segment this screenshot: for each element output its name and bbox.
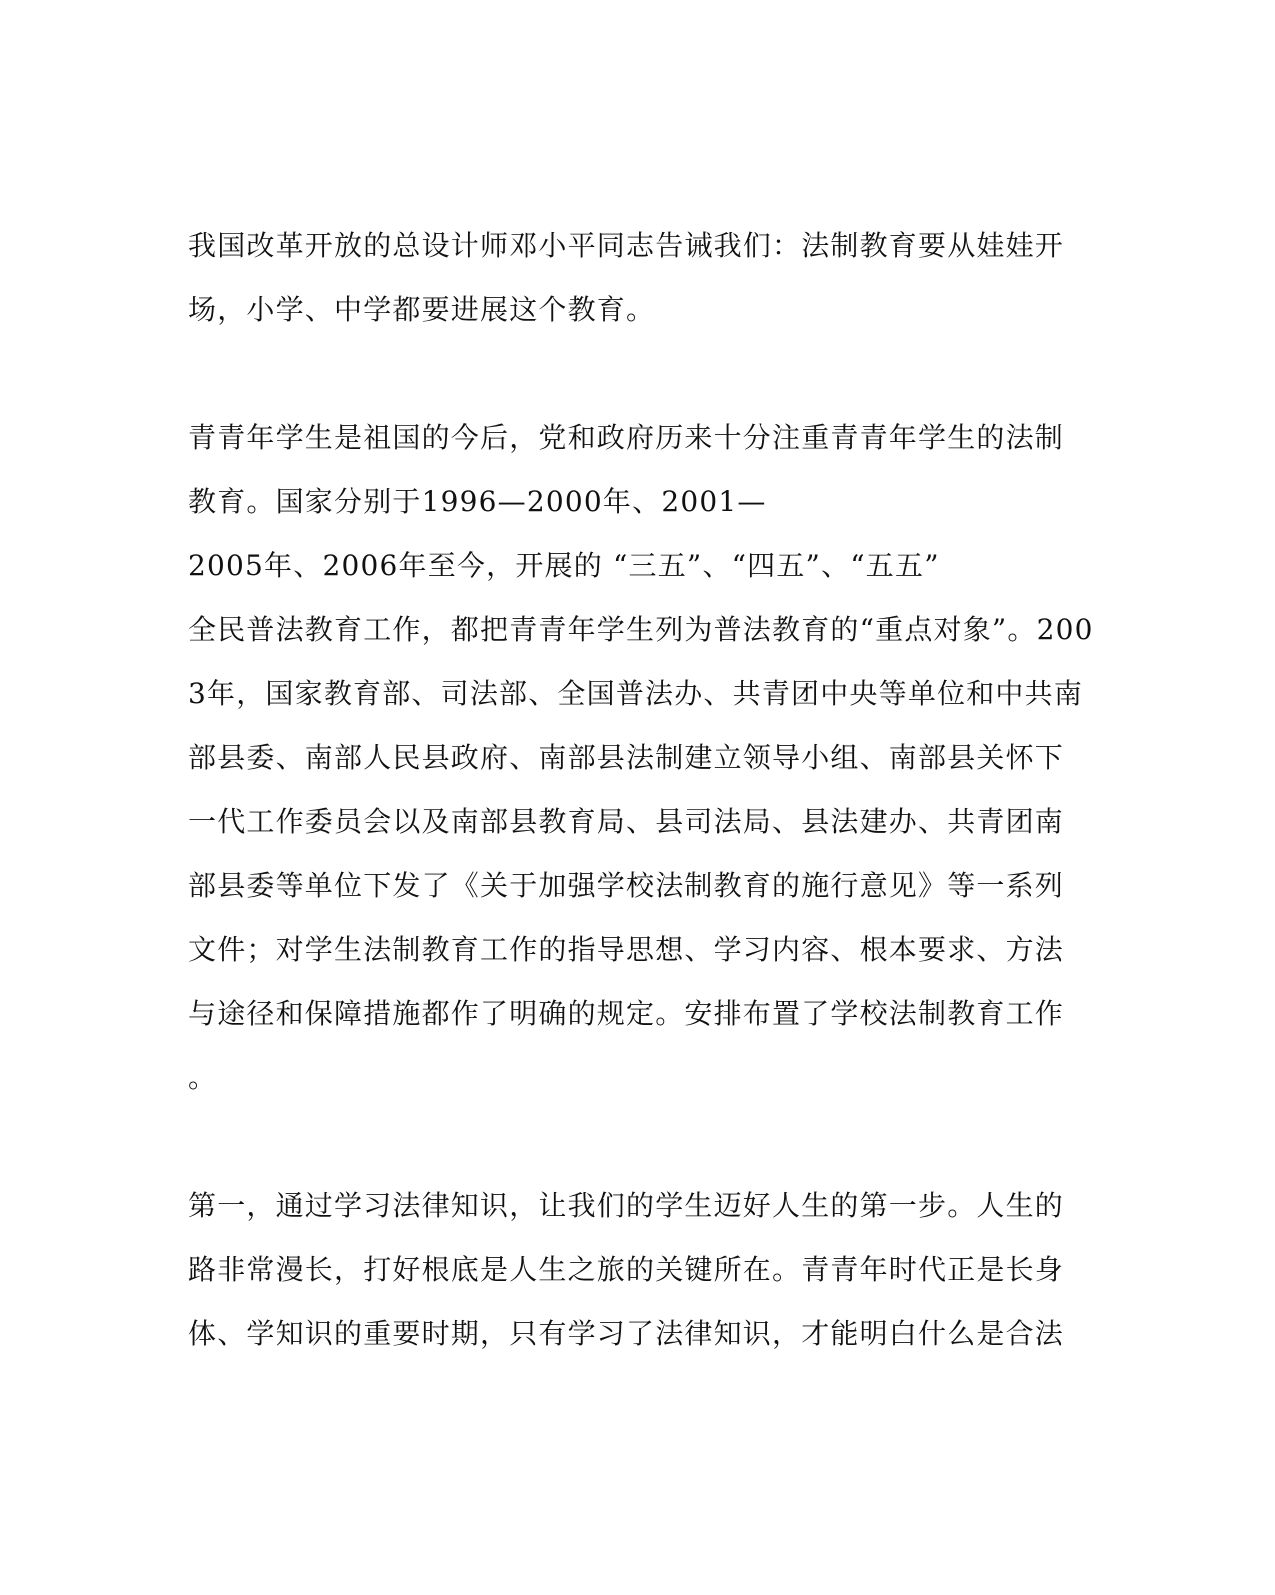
text-line: 文件；对学生法制教育工作的指导思想、学习内容、根本要求、方法 xyxy=(188,933,1065,966)
text-line: 全民普法教育工作，都把青青年学生列为普法教育的“重点对象”。200 xyxy=(188,613,1094,646)
text-line: 第一，通过学习法律知识，让我们的学生迈好人生的第一步。人生的 xyxy=(188,1189,1065,1222)
text-line: 3年，国家教育部、司法部、全国普法办、共青团中央等单位和中共南 xyxy=(188,677,1084,710)
text-line: 。 xyxy=(188,1061,218,1094)
text-line: 我国改革开放的总设计师邓小平同志告诫我们：法制教育要从娃娃开 xyxy=(188,229,1065,262)
text-line: 部县委、南部人民县政府、南部县法制建立领导小组、南部县关怀下 xyxy=(188,741,1065,774)
text-line: 场，小学、中学都要进展这个教育。 xyxy=(188,293,656,326)
text-line: 2005年、2006年至今，开展的 “三五”、“四五”、“五五” xyxy=(188,549,940,582)
text-line: 一代工作委员会以及南部县教育局、县司法局、县法建办、共青团南 xyxy=(188,805,1065,838)
text-line: 体、学知识的重要时期，只有学习了法律知识，才能明白什么是合法 xyxy=(188,1317,1065,1350)
text-line: 与途径和保障措施都作了明确的规定。安排布置了学校法制教育工作 xyxy=(188,997,1065,1030)
text-line: 部县委等单位下发了《关于加强学校法制教育的施行意见》等一系列 xyxy=(188,869,1065,902)
text-line: 路非常漫长，打好根底是人生之旅的关键所在。青青年时代正是长身 xyxy=(188,1253,1065,1286)
text-line: 教育。国家分别于1996—2000年、2001— xyxy=(188,485,767,518)
text-line: 青青年学生是祖国的今后，党和政府历来十分注重青青年学生的法制 xyxy=(188,421,1065,454)
